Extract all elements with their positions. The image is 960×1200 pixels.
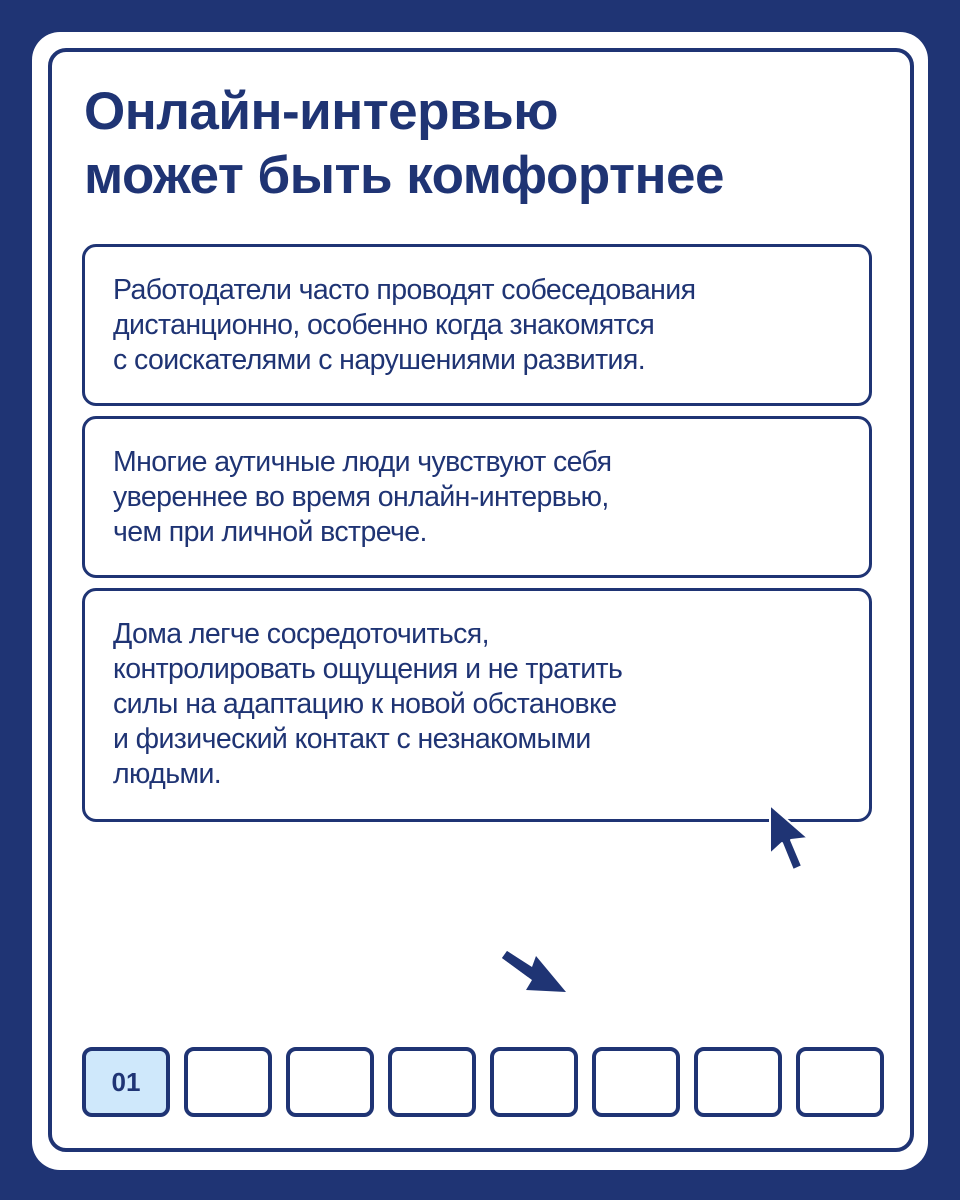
info-card-line: людьми. [113,758,222,790]
page-2-indicator[interactable] [184,1047,272,1117]
page-6-indicator[interactable] [592,1047,680,1117]
title-line-2: может быть комфортнее [84,146,724,205]
page-3-indicator[interactable] [286,1047,374,1117]
info-card-line: дистанционно, особенно когда знакомятся [113,309,655,341]
info-card-line: увереннее во время онлайн-интервью, [113,481,609,513]
info-card-line: Многие аутичные люди чувствуют себя [113,446,612,478]
info-card-line: контролировать ощущения и не тратить [113,653,623,685]
arrow-down-right-icon[interactable] [498,950,570,996]
page-5-indicator[interactable] [490,1047,578,1117]
mouse-pointer-icon [766,802,814,874]
page-4-indicator[interactable] [388,1047,476,1117]
info-card-line: Дома легче сосредоточиться, [113,618,489,650]
info-card-1 [82,244,872,406]
title-line-1: Онлайн-интервью [84,82,558,141]
info-card-line: Работодатели часто проводят собеседования [113,274,696,306]
info-card-2 [82,416,872,578]
page-8-indicator[interactable] [796,1047,884,1117]
info-card-line: и физический контакт с незнакомыми [113,723,591,755]
pagination [82,1047,884,1117]
page-1-indicator[interactable]: 01 [82,1047,170,1117]
info-card-3 [82,588,872,822]
info-card-line: чем при личной встрече. [113,516,427,548]
page-title [84,80,724,208]
page-7-indicator[interactable] [694,1047,782,1117]
info-card-line: с соискателями с нарушениями развития. [113,344,646,376]
info-card-line: силы на адаптацию к новой обстановке [113,688,617,720]
